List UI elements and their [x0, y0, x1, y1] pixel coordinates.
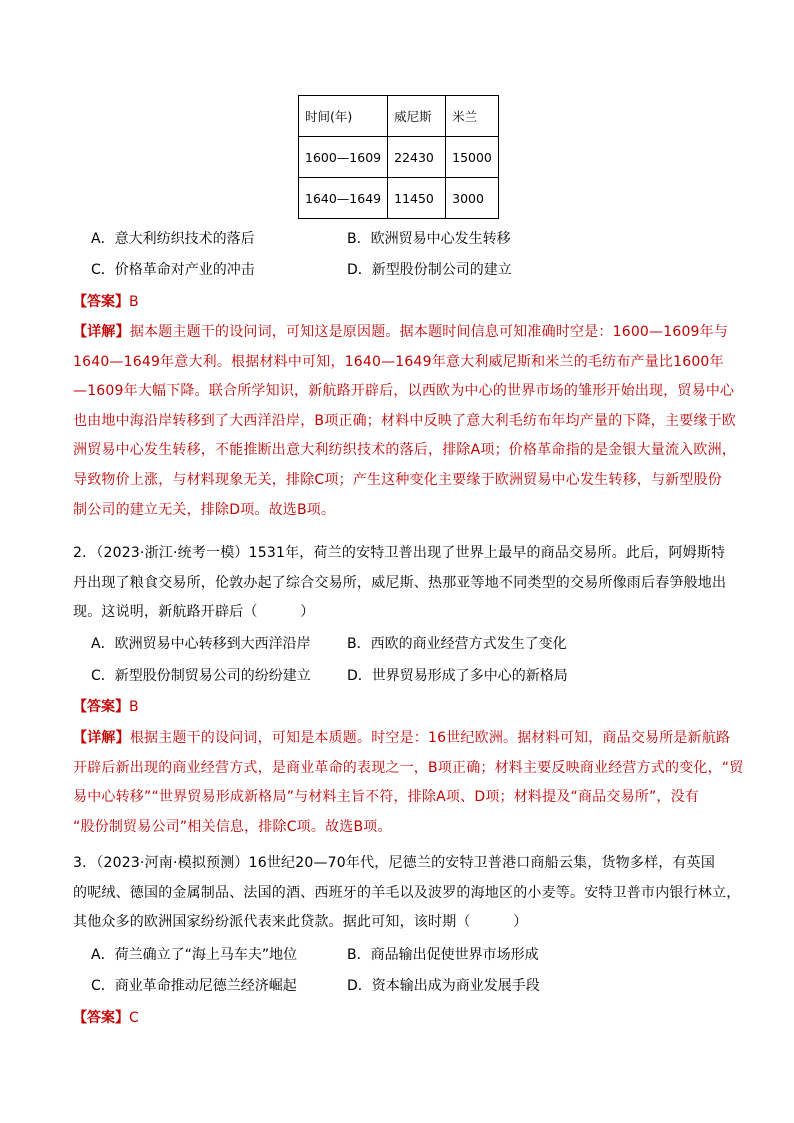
explain-line: 1640—1649年意大利。根据材料中可知，1640—1649年意大利威尼斯和米兰的毛纺布产量比1600年: [73, 353, 724, 370]
explain-line: “股份制贸易公司”相关信息，排除C项。故选B项。: [73, 818, 392, 835]
table-row: [299, 178, 499, 219]
q1-option-b: B．欧洲贸易中心发生转移: [347, 231, 511, 247]
answer-tag: 【答案】: [73, 1010, 129, 1026]
q1-option-a: A．意大利纺织技术的落后: [91, 231, 255, 247]
q2-stem: [73, 539, 735, 628]
table-cell: 1640—1649: [299, 178, 388, 219]
stem-line: 现。这说明，新航路开辟后（ ）: [73, 604, 315, 621]
q3-option-a: A．荷兰确立了“海上马车夫”地位: [91, 947, 298, 963]
explain-line: 制公司的建立无关，排除D项。故选B项。: [73, 501, 336, 518]
stem-line: 3．（2023·河南·模拟预测）16世纪20—70年代，尼德兰的安特卫普港口商船云集，货物多样，有英国: [73, 855, 716, 871]
q1-explanation: [73, 318, 735, 525]
stem-line: 2．（2023·浙江·统考一模）1531年，荷兰的安特卫普出现了世界上最早的商品交易所。此后，阿姆斯特: [73, 545, 726, 561]
q2-explanation: [73, 724, 744, 842]
q2-option-a: A．欧洲贸易中心转移到大西洋沿岸: [91, 636, 311, 652]
q2-option-c: C．新型股份制贸易公司的纷纷建立: [91, 668, 311, 684]
q1-option-c: C．价格革命对产业的冲击: [91, 262, 255, 278]
table-cell: 11450: [388, 178, 446, 219]
answer-value: C: [129, 1010, 139, 1026]
q1-option-d: D．新型股份制公司的建立: [347, 262, 512, 278]
stem-line: 丹出现了粮食交易所，伦敦办起了综合交易所，威尼斯、热那亚等地不同类型的交易所像雨后春笋般地出: [73, 574, 727, 591]
table-row: [299, 137, 499, 178]
explain-line: 也由地中海沿岸转移到了大西洋沿岸，B项正确；材料中反映了意大利毛纺布年均产量的下降，主要缘于欧: [73, 412, 737, 429]
stem-line: 的呢绒、德国的金属制品、法国的酒、西班牙的羊毛以及波罗的海地区的小麦等。安特卫普市内银行林立，: [73, 884, 741, 901]
q2-answer: [73, 697, 139, 717]
table-cell: 3000: [446, 178, 499, 219]
explain-tag: 【详解】: [73, 324, 130, 340]
answer-tag: 【答案】: [73, 699, 129, 715]
q3-option-d: D．资本输出成为商业发展手段: [347, 978, 540, 994]
explain-line: 根据主题干的设问词，可知是本质题。时空是：16世纪欧洲。据材料可知，商品交易所是新航路: [129, 730, 731, 746]
table-header-cell: 米兰: [446, 96, 499, 137]
q3-answer: [73, 1008, 139, 1028]
table-header-cell: 威尼斯: [388, 96, 446, 137]
explain-line: 易中心转移”“世界贸易形成新格局”与材料主旨不符，排除A项、D项；材料提及“商品交易所”，没有: [73, 789, 700, 806]
answer-tag: 【答案】: [73, 294, 129, 310]
explain-line: 洲贸易中心发生转移，不能推断出意大利纺织技术的落后，排除A项；价格革命指的是金银大量流入欧洲，: [73, 442, 736, 459]
q3-option-c: C．商业革命推动尼德兰经济崛起: [91, 978, 297, 994]
table-header-row: [299, 96, 499, 137]
explain-tag: 【详解】: [73, 730, 130, 746]
stem-line: 其他众多的欧洲国家纷纷派代表来此贷款。据此可知，该时期（ ）: [73, 914, 528, 931]
explain-line: 据本题主题干的设问词，可知这是原因题。据本题时间信息可知准确时空是：1600—1609年与: [129, 324, 729, 340]
answer-value: B: [129, 294, 139, 310]
answer-value: B: [129, 699, 139, 715]
table-cell: 1600—1609: [299, 137, 388, 178]
table-cell: 22430: [388, 137, 446, 178]
table-header-cell: 时间(年): [299, 96, 388, 137]
q1-answer: [73, 292, 139, 312]
explain-line: 导致物价上涨，与材料现象无关，排除C项；产生这种变化主要缘于欧洲贸易中心发生转移，与新型股份: [73, 471, 722, 488]
explain-line: —1609年大幅下降。联合所学知识，新航路开辟后，以西欧为中心的世界市场的雏形开始出现，贸易中心: [73, 383, 735, 400]
q3-option-b: B．商品输出促使世界市场形成: [347, 947, 539, 963]
explain-line: 开辟后新出现的商业经营方式，是商业革命的表现之一，B项正确；材料主要反映商业经营方式的变化，“贸: [73, 759, 744, 776]
table-cell: 15000: [446, 137, 499, 178]
production-table: [298, 95, 499, 219]
q2-option-d: D．世界贸易形成了多中心的新格局: [347, 668, 568, 684]
q2-option-b: B．西欧的商业经营方式发生了变化: [347, 636, 567, 652]
q3-stem: [73, 849, 741, 938]
